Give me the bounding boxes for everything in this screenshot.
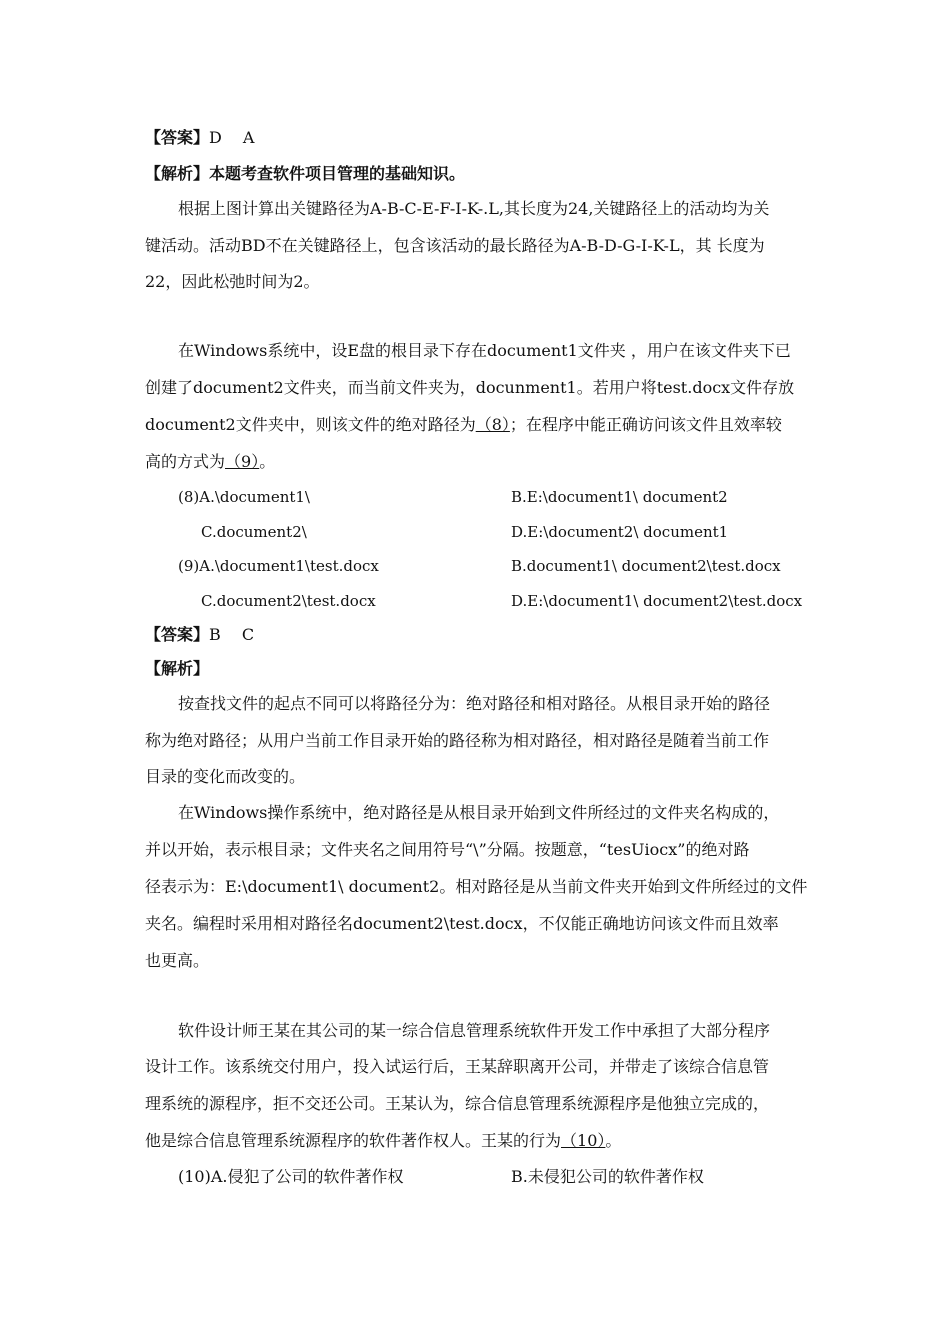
option-8c: C.document2\ [201, 523, 307, 541]
option-9c: C.document2\test.docx [201, 592, 376, 610]
answer-value: D A [209, 128, 255, 147]
option-10a: (10)A.侵犯了公司的软件著作权 [178, 1167, 404, 1186]
question-line: 理系统的源程序，拒不交还公司。王某认为，综合信息管理系统源程序是他独立完成的， [145, 1094, 770, 1113]
question-line: 设计工作。该系统交付用户，投入试运行后，王某辞职离开公司，并带走了该综合信息管 [145, 1057, 770, 1076]
paragraph-line: 径表示为：E:\document1\ document2。相对路径是从当前文件夹开始到文件所经过的文件 [145, 877, 808, 896]
option-9a: (9)A.\document1\test.docx [178, 557, 379, 575]
blank-9: （9） [225, 452, 260, 471]
analysis-intro: 本题考查软件项目管理的基础知识。 [209, 164, 466, 183]
question-line [145, 415, 815, 435]
paragraph-line: 并以开始，表示根目录；文件夹名之间用符号“\”分隔。按题意，“tesUiocx”的绝对路 [145, 840, 750, 859]
question-text: 。 [259, 452, 276, 471]
answer-line [145, 128, 815, 148]
option-9b: B.document1\ document2\test.docx [511, 557, 781, 575]
answer-label: 【答案】 [145, 625, 210, 644]
answer-label: 【答案】 [145, 128, 210, 147]
paragraph-line: 也更高。 [145, 951, 210, 970]
option-8a: (8)A.\document1\ [178, 488, 310, 506]
option-10b: B.未侵犯公司的软件著作权 [511, 1167, 704, 1186]
question-text: 高的方式为 [145, 452, 226, 471]
option-8b: B.E:\document1\ document2 [511, 488, 728, 506]
answer-line [145, 625, 815, 645]
question-line: 在Windows系统中，设E盘的根目录下存在document1文件夹 ，用户在该文件夹下已 [178, 341, 791, 360]
question-line: 创建了document2文件夹，而当前文件夹为，docunment1。若用户将test.docx文件存放 [145, 378, 795, 397]
blank-8: （8） [475, 415, 510, 434]
analysis-line [145, 659, 815, 679]
analysis-label: 【解析】 [145, 659, 210, 678]
question-text: 。 [605, 1131, 622, 1150]
question-text: ；在程序中能正确访问该文件且效率较 [509, 415, 782, 434]
paragraph-line: 目录的变化而改变的。 [145, 767, 306, 786]
question-line: 软件设计师王某在其公司的某一综合信息管理系统软件开发工作中承担了大部分程序 [178, 1021, 771, 1040]
analysis-label: 【解析】 [145, 164, 210, 183]
answer-value: B C [209, 625, 255, 644]
option-9d: D.E:\document1\ document2\test.docx [511, 592, 803, 610]
paragraph-line: 根据上图计算出关键路径为A-B-C-E-F-I-K-.L,其长度为24,关键路径上的活动均为关 [178, 199, 770, 218]
question-text: document2文件夹中，则该文件的绝对路径为 [145, 415, 476, 434]
question-text: 他是综合信息管理系统源程序的软件著作权人。王某的行为 [145, 1131, 562, 1150]
paragraph-line: 按查找文件的起点不同可以将路径分为：绝对路径和相对路径。从根目录开始的路径 [178, 694, 771, 713]
paragraph-line: 在Windows操作系统中，绝对路径是从根目录开始到文件所经过的文件夹名构成的， [178, 803, 780, 822]
paragraph-line: 夹名。编程时采用相对路径名document2\test.docx，不仅能正确地访问该文件而且效率 [145, 914, 779, 933]
option-8d: D.E:\document2\ document1 [511, 523, 729, 541]
question-line [145, 1131, 815, 1151]
paragraph-line: 22，因此松弛时间为2。 [145, 272, 320, 291]
paragraph-line: 键活动。活动BD不在关键路径上，包含该活动的最长路径为A-B-D-G-I-K-L，其 长度为 [145, 236, 765, 255]
analysis-line [145, 164, 815, 184]
blank-10: （10） [561, 1131, 606, 1150]
paragraph-line: 称为绝对路径；从用户当前工作目录开始的路径称为相对路径，相对路径是随着当前工作 [145, 731, 770, 750]
question-line [145, 452, 815, 472]
